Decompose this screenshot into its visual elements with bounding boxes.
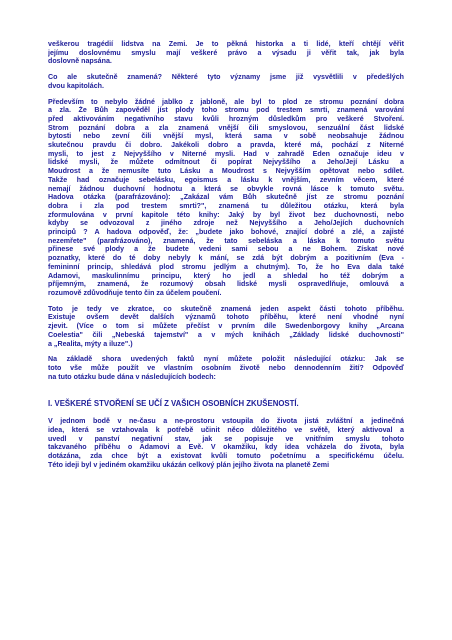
text-line: poznatky, které do té doby nebyly k mání, se zdá být dobrým a pozitivním (Eva - xyxy=(48,254,404,263)
text-line: Moudrost a že nemusíte tuto Lásku a Moudrost s Nejvyšším opětovat nebo sdílet. xyxy=(48,167,404,176)
text-line: Takže had označuje sebelásku, egoismus a lásku k vnějším, zevním věcem, které xyxy=(48,175,404,184)
text-line: uvedl v panství negativní stav, jak se popisuje ve vnitřním smyslu tohoto xyxy=(48,434,404,443)
text-line: takzvaného příběhu o Adamovi a Evě. V okamžiku, kdy idea vcházela do života, byla xyxy=(48,443,404,452)
text-line: Hadova otázka (parafrázováno): „Zakázal vám Bůh skutečně jíst ze stromu poznání xyxy=(48,193,404,202)
text-line: veškerou tragédií lidstva na Zemi. Je to pěkná historka a ti lidé, kteří chtějí věřit xyxy=(48,40,404,48)
text-line: Této ideji byl v jediném okamžiku ukázán celkový plán jejího života na planetě Zemi xyxy=(48,460,330,469)
text-line: bytosti nebo zevní čili vnější mysl, která sama v sobě neobsahuje žádnou xyxy=(48,132,404,141)
text-line: Na základě shora uvedených faktů nyní můžete položit následující otázku: Jak se xyxy=(48,355,404,364)
text-line: Především to nebylo žádné jablko z jabloně, ale byl to plod ze stromu poznání dobra xyxy=(48,97,404,106)
text-line: idea, která se vztahovala k potřebě učinit něco důležitého ve světě, který aktivoval a xyxy=(48,426,404,435)
text-line: přinese své plody a že budete vedeni sami sebou a ne Bohem. Získat nové xyxy=(48,245,404,254)
paragraph xyxy=(48,355,404,381)
text-line: a zla. Že Bůh zapověděl jíst plody toho stromu pod trestem smrti, znamená varování xyxy=(48,106,404,115)
text-line: Existuje ovšem devět dalších významů tohoto příběhu, které není vhodné nyní xyxy=(48,313,404,322)
paragraph xyxy=(48,73,404,90)
text-line: mysli, to jest z Nejvyššího v Niterné mysli. Had v zahradě Eden označuje ideu v xyxy=(48,149,404,158)
text-line: kdyby se odvozoval z jiného zdroje než Nejvyššího a Jeho/Jejích duchovních xyxy=(48,219,404,228)
text-line: zformulována v první kapitole této knihy: Jaký by byl život bez duchovnosti, nebo xyxy=(48,210,404,219)
text-line: lidské mysli, že můžete odmítnout či popírat Nejvyššího a Jeho/Její Lásku a xyxy=(48,158,404,167)
text-line: a „Realita, mýty a iluze".) xyxy=(48,339,133,348)
text-line: doslovně napsána. xyxy=(48,57,112,66)
paragraph xyxy=(48,40,404,66)
text-line: Toto je tedy ve zkratce, co skutečně znamená jeden aspekt části tohoto příběhu. xyxy=(48,304,404,313)
text-line: na tuto otázku bude dána v následujících bodech: xyxy=(48,372,216,381)
text-line: Adamovi, maskulinnímu principu, který ho jedl a shledal ho též dobrým a xyxy=(48,271,404,280)
text-line: nemají žádnou duchovní hodnotu a která se obvykle rovná lásce k tomuto světu. xyxy=(48,184,404,193)
text-line: Strom poznání dobra a zla znamená vnější čili smyslovou, senzuální část lidské xyxy=(48,123,404,132)
text-line: dobra i zla pod trestem smrti?", znamená tu důležitou otázku, která byla xyxy=(48,201,404,210)
paragraph xyxy=(48,305,404,349)
paragraph xyxy=(48,417,404,469)
text-line: dotázána, zda chce být a existovat kvůli tomuto početnímu a specifickému účelu. xyxy=(48,452,404,461)
text-line: rozumově zdůvodňuje tento čin za účelem poučení. xyxy=(48,288,222,297)
text-line: femininní princip, shledává plod stromu jedlým a chutným). To, že ho Eva dala také xyxy=(48,262,404,271)
text-line: zjevit. (Více o tom si můžete přečíst v prvním díle Swedenborgovy knihy „Arcana xyxy=(48,322,404,331)
text-line: dvou kapitolách. xyxy=(48,81,104,90)
section-heading: I. VEŠKERÉ STVOŘENÍ SE UČÍ Z VAŠICH OSOBNÍCH ZKUŠENOSTÍ. xyxy=(48,399,299,409)
text-line: před aktivováním negativního stavu kvůli hrozným důsledkům pro veškeré Stvoření. xyxy=(48,114,404,123)
text-line: nezemřete" (parafrázováno), znamená, že tato sebeláska a láska k tomuto světu xyxy=(48,236,404,245)
text-line: jejímu doslovnému smyslu mají veškeré právo a výsadu ji věřit tak, jak byla xyxy=(48,48,404,57)
text-line: V jednom bodě v ne-času a ne-prostoru vstoupila do života jistá zvláštní a jedinečná xyxy=(48,417,404,426)
text-line: skutečnou pravdu či dobro. Jakékoli dobro a pravda, které má, pochází z Niterné xyxy=(48,141,404,150)
text-line: příjemným, znamená, že rozumový obsah lidské mysli ospravedlňuje, omlouvá a xyxy=(48,280,404,289)
text-line: principů ? A hadova odpověď, že: „budete jako bohové, znající dobré a zlé, a zajisté xyxy=(48,228,404,237)
text-line: Coelestia" čili „Nebeská tajemství" a v mých knihách „Základy lidské duchovnosti" xyxy=(48,330,404,339)
paragraph xyxy=(48,98,404,298)
text-line: Co ale skutečně znamená? Některé tyto významy jsme již vysvětlili v předešlých xyxy=(48,73,404,82)
text-line: toto vše může použít ve vlastním osobním životě nebo dennodenním žití? Odpověď xyxy=(48,363,404,372)
